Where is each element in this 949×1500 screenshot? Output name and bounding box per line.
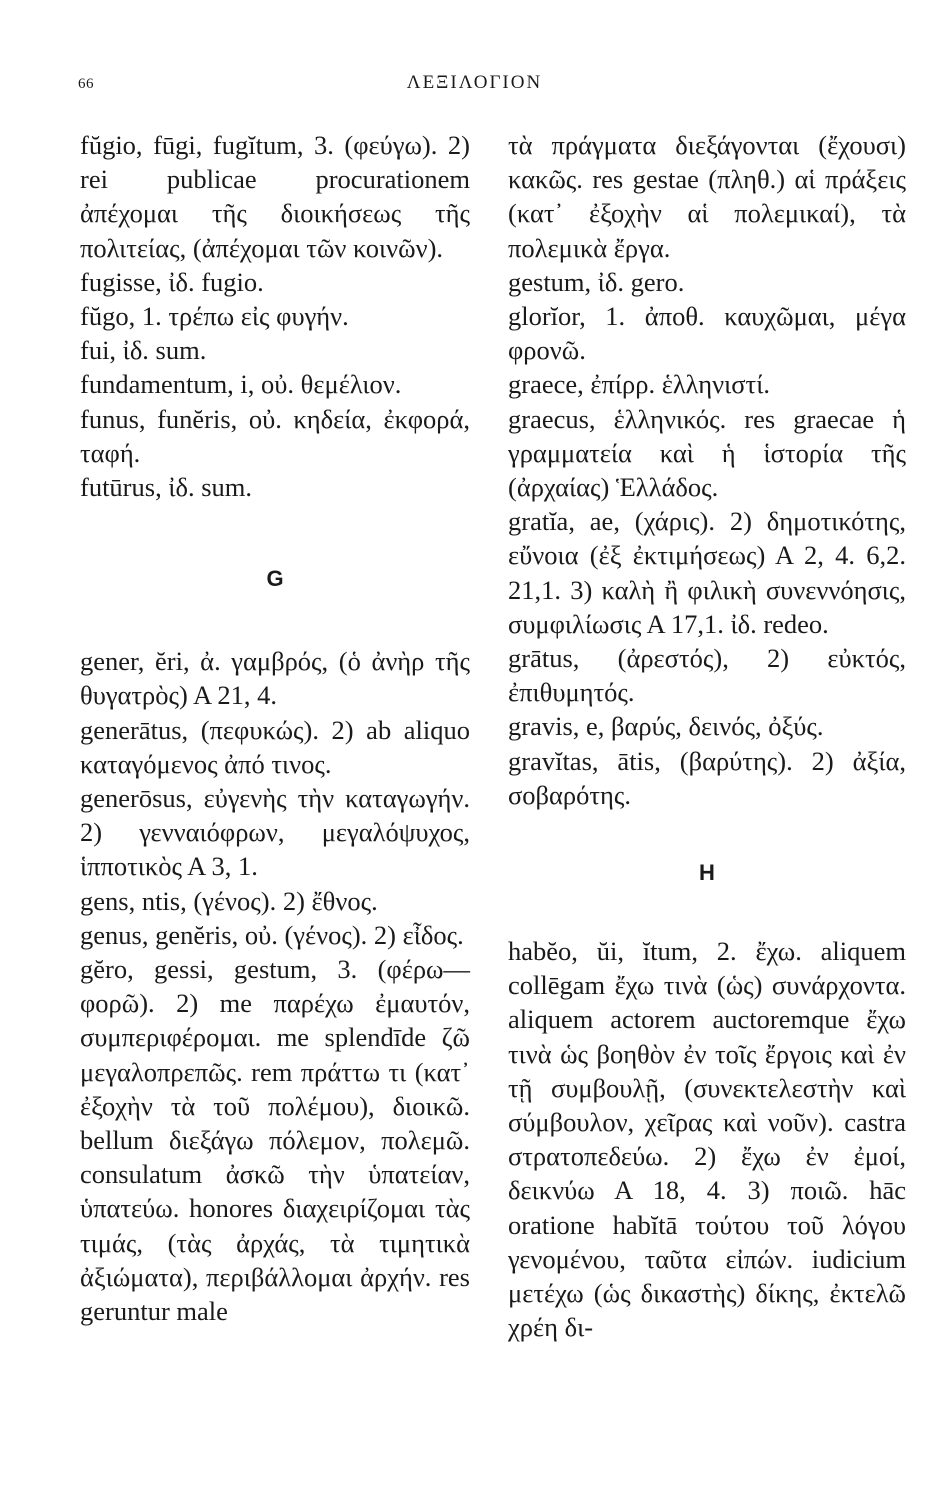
left-column bbox=[80, 128, 485, 1328]
dictionary-entry: gĕro, gessi, gestum, 3. (φέρω—φορῶ). 2) me παρέχω ἐμαυτόν, συμπεριφέρομαι. me splendīde ζῶ μεγαλοπρεπῶς. rem πράττω τι (κατ᾽ ἐξοχὴν τὰ τοῦ πολέμου), διοικῶ. bellum διεξάγω πόλεμον, πολεμῶ. consulatum ἀσκῶ τὴν ὑπατείαν, ὑπατεύω. honores διαχειρίζομαι τὰς τιμάς, (τὰς ἀρχάς, τὰ τιμητικὰ ἀξιώματα), περιβάλλομαι ἀρχήν. res geruntur male bbox=[80, 954, 470, 1327]
dictionary-entry: funus, funĕris, οὐ. κηδεία, ἐκφορά, ταφή. bbox=[80, 403, 470, 468]
dictionary-entry: glorĭor, 1. ἀποθ. καυχῶμαι, μέγα φρονῶ. bbox=[508, 301, 906, 366]
dictionary-entry: gens, ntis, (γένος). 2) ἔθνος. bbox=[80, 885, 378, 916]
section-heading-h: H bbox=[699, 860, 715, 886]
dictionary-entry: habĕo, ŭi, ĭtum, 2. ἔχω. aliquem collēgam ἔχω τινὰ (ὡς) συνάρχοντα. aliquem actorem auctoremque ἔχω τινὰ ὡς βοηθὸν ἐν τοῖς ἔργοις καὶ ἐν τῇ συμβουλῇ, (συνεκτελεστὴν καὶ σύμβουλον, χεῖρας καὶ νοῦν). castra στρατοπεδεύω. 2) ἔχω ἐν ἐμοί, δεικνύω Α 18, 4. 3) ποιῶ. hāc oratione habĭtā τούτου τοῦ λόγου γενομένου, ταῦτα εἰπών. iudicium μετέχω (ὡς δικαστὴς) δίκης, ἐκτελῶ χρέη δι- bbox=[508, 936, 906, 1343]
dictionary-entry: fui, ἰδ. sum. bbox=[80, 335, 207, 366]
dictionary-entry: futūrus, ἰδ. sum. bbox=[80, 472, 252, 503]
dictionary-entry: graece, ἐπίρρ. ἑλληνιστί. bbox=[508, 369, 770, 400]
dictionary-entry: fugisse, ἰδ. fugio. bbox=[80, 266, 264, 297]
dictionary-entry: generātus, (πεφυκώς). 2) ab aliquo καταγόμενος ἀπό τινος. bbox=[80, 714, 470, 779]
dictionary-entry: gravĭtas, ātis, (βαρύτης). 2) ἀξία, σοβαρότης. bbox=[508, 745, 906, 810]
dictionary-entry: generōsus, εὐγενὴς τὴν καταγωγήν. 2) γενναιόφρων, μεγαλόψυχος, ἱπποτικὸς Α 3, 1. bbox=[80, 783, 470, 882]
dictionary-entry: gestum, ἰδ. gero. bbox=[508, 266, 685, 297]
dictionary-entry: gratĭa, ae, (χάρις). 2) δημοτικότης, εὔνοια (ἐξ ἐκτιμήσεως) Α 2, 4. 6,2. 21,1. 3) καλὴ ἢ φιλικὴ συνεννόησις, συμφιλίωσις Α 17,1. ἰδ. redeo. bbox=[508, 506, 906, 639]
dictionary-entry: fŭgio, fūgi, fugĭtum, 3. (φεύγω). 2) rei publicae procurationem ἀπέχομαι τῆς διοικήσεως τῆς πολιτείας, (ἀπέχομαι τῶν κοινῶν). bbox=[80, 130, 470, 263]
dictionary-entry: τὰ πράγματα διεξάγονται (ἔχουσι) κακῶς. res gestae (πληθ.) αἱ πράξεις (κατ᾽ ἐξοχὴν αἱ πολεμικαί), τὰ πολεμικὰ ἔργα. bbox=[508, 130, 906, 263]
dictionary-entry: gener, ĕri, ἀ. γαμβρός, (ὁ ἀνὴρ τῆς θυγατρὸς) Α 21, 4. bbox=[80, 646, 470, 711]
section-heading-g: G bbox=[266, 566, 284, 592]
right-column bbox=[508, 128, 908, 1345]
dictionary-entry: graecus, ἑλληνικός. res graecae ἡ γραμματεία καὶ ἡ ἱστορία τῆς (ἀρχαίας) Ἑλλάδος. bbox=[508, 403, 906, 503]
dictionary-entry: fŭgo, 1. τρέπω εἰς φυγήν. bbox=[80, 301, 349, 332]
page-number: 66 bbox=[78, 76, 94, 92]
dictionary-entry: fundamentum, i, οὐ. θεμέλιον. bbox=[80, 369, 402, 400]
dictionary-entry: gravis, e, βαρύς, δεινός, ὀξύς. bbox=[508, 711, 824, 742]
dictionary-entry: grātus, (ἀρεστός), 2) εὐκτός, ἐπιθυμητός. bbox=[508, 643, 906, 708]
dictionary-entry: genus, genĕris, οὐ. (γένος). 2) εἶδος. bbox=[80, 919, 464, 950]
running-head: ΛΕΞΙΛΟΓΙΟΝ bbox=[406, 72, 543, 93]
